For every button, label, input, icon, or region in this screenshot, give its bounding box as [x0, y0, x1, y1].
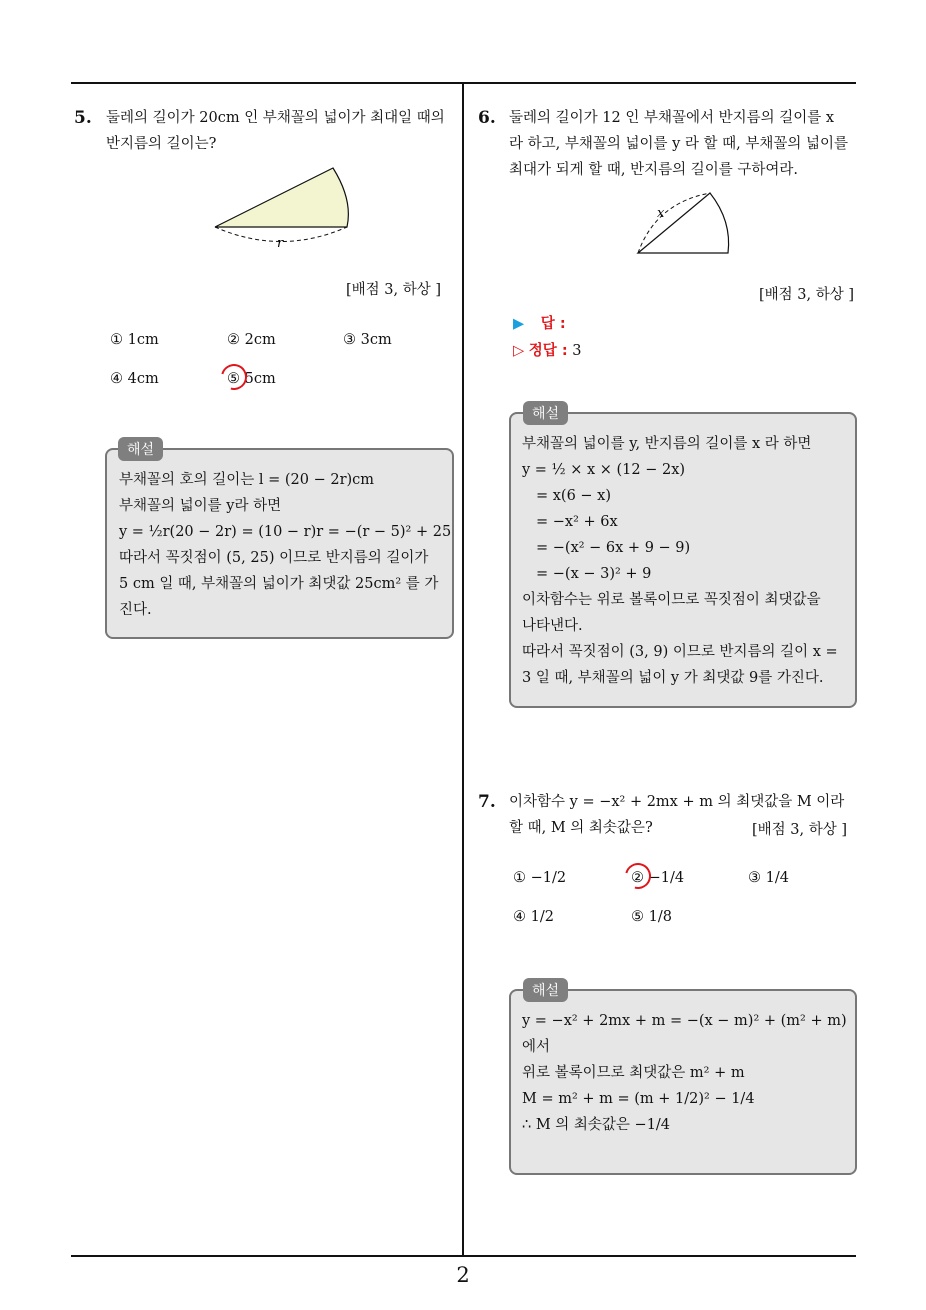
question-number: 6.: [478, 108, 496, 128]
option-4[interactable]: ④ 1/2: [513, 909, 554, 925]
solution-line: 이차함수는 위로 볼록이므로 꼭짓점이 최댓값을: [522, 592, 821, 608]
solution-line: 부채꼴의 넓이를 y, 반지름의 길이를 x 라 하면: [522, 436, 812, 452]
solution-body: [522, 431, 838, 691]
solution-line: = −x² + 6x: [536, 514, 618, 530]
solution-line: 에서: [522, 1039, 551, 1055]
solution-line: 3 일 때, 부채꼴의 넓이 y 가 최댓값 9를 가진다.: [522, 670, 824, 686]
question-line: 할 때, M 의 최솟값은?: [509, 820, 653, 836]
option-1[interactable]: ① 1cm: [110, 332, 159, 348]
solution-line: y = −x² + 2mx + m = −(x − m)² + (m² + m): [522, 1013, 847, 1029]
option-5[interactable]: ⑤ 5cm: [227, 371, 276, 387]
correct-answer-value: 3: [572, 343, 582, 359]
option-1[interactable]: ① −1/2: [513, 870, 567, 886]
solution-line: y = ½r(20 − 2r) = (10 − r)r = −(r − 5)² + 25: [119, 524, 452, 540]
triangle-outline-icon: ▷: [513, 343, 525, 359]
solution-line: 5 cm 일 때, 부채꼴의 넓이가 최댓값 25cm² 를 가: [119, 576, 439, 592]
solution-line: 부채꼴의 넓이를 y라 하면: [119, 498, 282, 514]
solution-body: [522, 1008, 847, 1138]
option-4[interactable]: ④ 4cm: [110, 371, 159, 387]
solution-line: 따라서 꼭짓점이 (3, 9) 이므로 반지름의 길이 x =: [522, 644, 838, 660]
solution-line: = x(6 − x): [536, 488, 612, 504]
sector-figure: [630, 185, 740, 260]
correct-answer-label: 정답 :: [528, 343, 568, 359]
selected-answer-mark: [620, 858, 656, 894]
radius-label: x: [657, 206, 665, 221]
score-label: [배점 3, 하상 ]: [346, 282, 442, 298]
question-line: 둘레의 길이가 20cm 인 부채꼴의 넓이가 최대일 때의: [106, 110, 445, 126]
selected-answer-mark: [216, 359, 252, 395]
answer-row: [513, 312, 566, 333]
page-number: 2: [456, 1263, 470, 1287]
question-line: 라 하고, 부채꼴의 넓이를 y 라 할 때, 부채꼴의 넓이를: [509, 136, 849, 152]
play-icon: ▶: [513, 316, 525, 332]
solution-line: y = ½ × x × (12 − 2x): [522, 462, 686, 478]
solution-tag: 해설: [523, 401, 568, 425]
option-3[interactable]: ③ 3cm: [343, 332, 392, 348]
question-number: 7.: [478, 792, 496, 812]
radius-label: r: [277, 236, 284, 251]
solution-line: 부채꼴의 호의 길이는 l = (20 − 2r)cm: [119, 472, 375, 488]
score-label: [배점 3, 하상 ]: [759, 287, 855, 303]
option-2[interactable]: ② 2cm: [227, 332, 276, 348]
solution-line: 위로 볼록이므로 최댓값은 m² + m: [522, 1065, 745, 1081]
solution-line: = −(x² − 6x + 9 − 9): [536, 540, 691, 556]
sector-figure: [205, 160, 355, 255]
solution-line: 나타낸다.: [522, 618, 583, 634]
solution-line: M = m² + m = (m + 1/2)² − 1/4: [522, 1091, 755, 1107]
solution-tag: 해설: [118, 437, 163, 461]
question-line: 둘레의 길이가 12 인 부채꼴에서 반지름의 길이를 x: [509, 110, 835, 126]
question-text: [106, 105, 456, 157]
question-text: [509, 105, 859, 183]
solution-line: 따라서 꼭짓점이 (5, 25) 이므로 반지름의 길이가: [119, 550, 429, 566]
solution-tag: 해설: [523, 978, 568, 1002]
question-line: 최대가 되게 할 때, 반지름의 길이를 구하여라.: [509, 162, 798, 178]
solution-line: ∴ M 의 최솟값은 −1/4: [522, 1117, 671, 1133]
solution-line: = −(x − 3)² + 9: [536, 566, 652, 582]
option-5[interactable]: ⑤ 1/8: [631, 909, 672, 925]
solution-body: [119, 467, 451, 623]
question-number: 5.: [74, 108, 92, 128]
question-line: 반지름의 길이는?: [106, 136, 217, 152]
solution-line: 진다.: [119, 602, 152, 618]
bottom-rule: [71, 1255, 856, 1257]
score-label: [배점 3, 하상 ]: [752, 822, 848, 838]
option-3[interactable]: ③ 1/4: [748, 870, 789, 886]
answer-label: 답 :: [540, 316, 566, 332]
column-divider: [462, 83, 464, 1256]
question-line: 이차함수 y = −x² + 2mx + m 의 최댓값을 M 이라: [509, 794, 845, 810]
option-2[interactable]: ② −1/4: [631, 870, 685, 886]
correct-answer-row: [513, 339, 581, 360]
